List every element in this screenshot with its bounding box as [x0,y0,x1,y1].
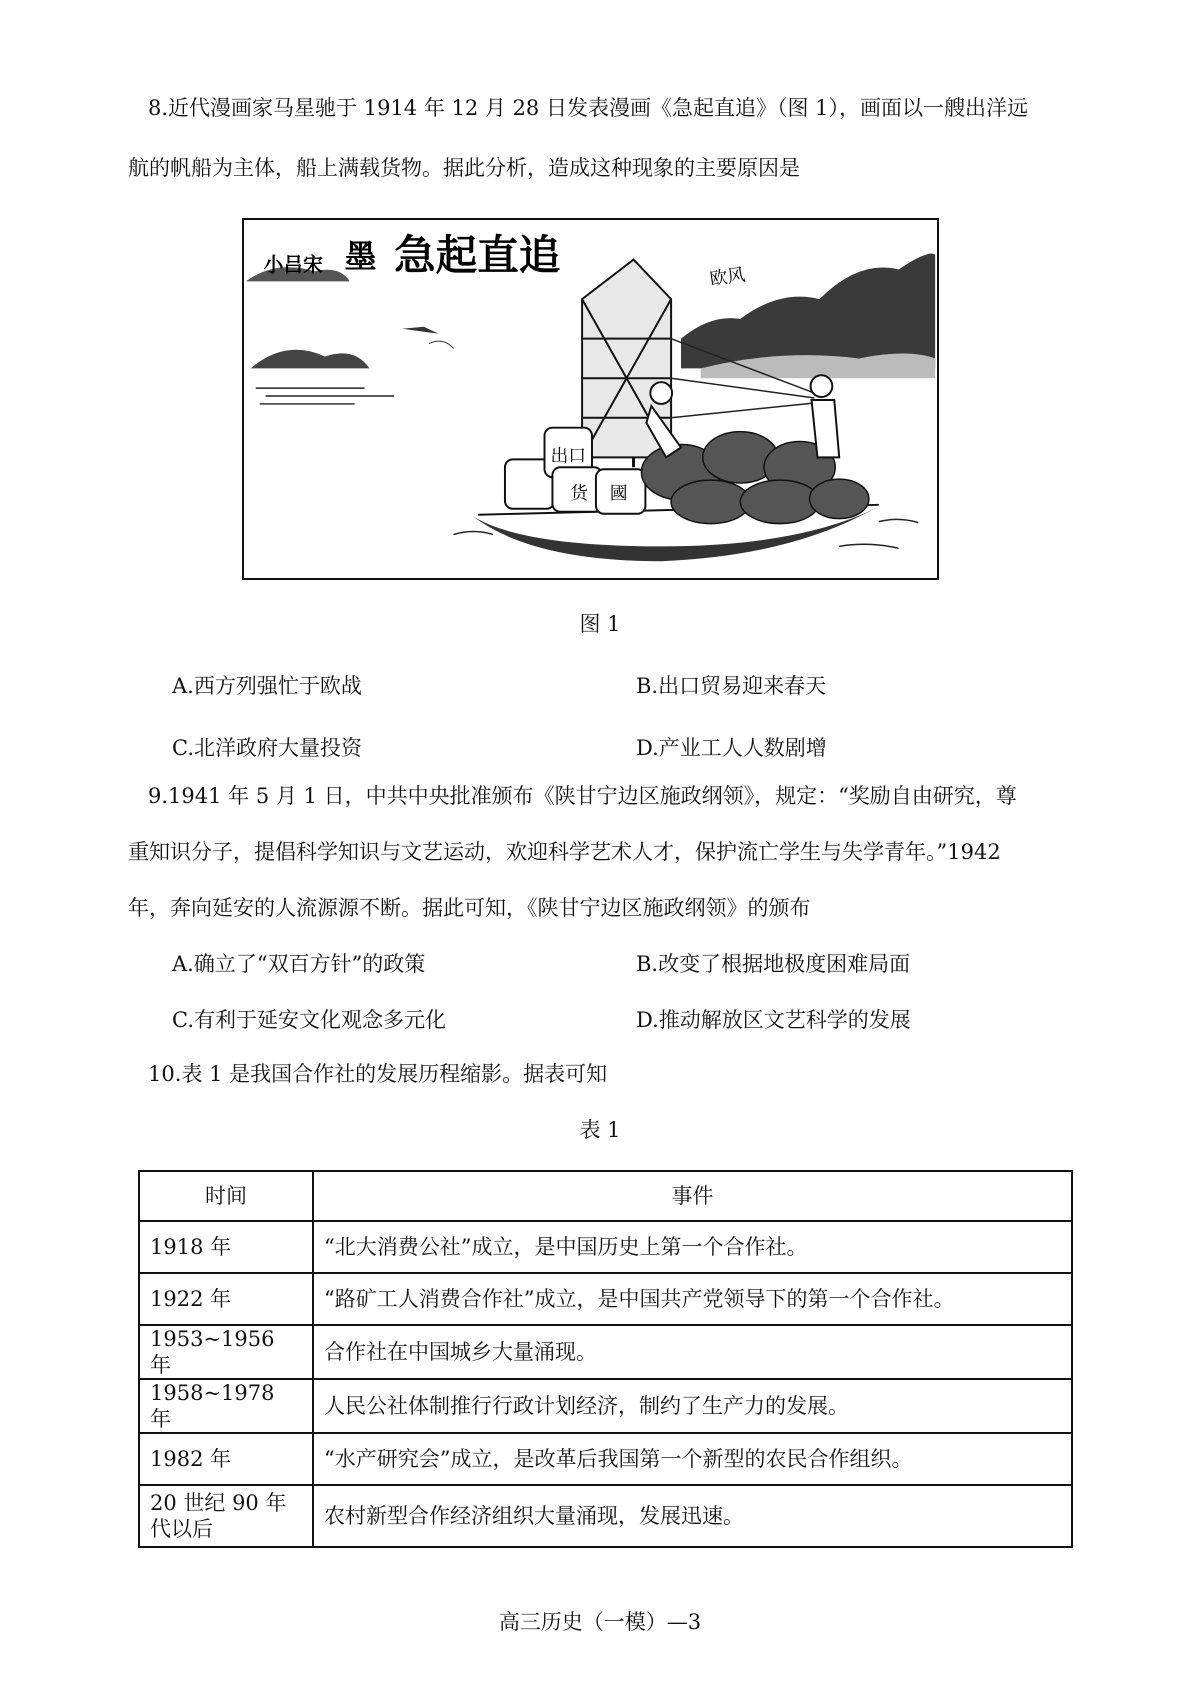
hill-left-mid [251,350,370,369]
table-cell-event: “路矿工人消费合作社”成立，是中国共产党领导下的第一个合作社。 [313,1273,1072,1325]
cargo-label-goods: 货 [570,482,589,504]
table-cell-event: 农村新型合作经济组织大量涌现，发展迅速。 [313,1485,1072,1547]
q8-option-d: D.产业工人人数剧增 [636,736,827,760]
table-cell-time: 1953~1956 年 [139,1325,313,1379]
cartoon-seal: 墨 [344,238,377,276]
table-header-event: 事件 [313,1171,1072,1221]
q8-option-c: C.北洋政府大量投资 [172,736,362,760]
table-cell-time: 1982 年 [139,1433,313,1485]
cartoon-flag-text: 欧风 [708,264,747,291]
table-row [139,1379,1072,1433]
q9-option-a: A.确立了“双百方针”的政策 [172,952,426,976]
distant-boat [402,327,439,334]
q9-line-1: 9.1941 年 5 月 1 日，中共中央批准颁布《陕甘宁边区施政纲领》，规定：“奖励自由研究，尊 [148,784,1017,808]
table-row [139,1433,1072,1485]
table-header-time: 时间 [139,1171,313,1221]
cooperative-history-table [138,1170,1073,1548]
table-row [139,1485,1072,1547]
q9-line-3: 年，奔向延安的人流源源不断。据此可知，《陕甘宁边区施政纲领》的颁布 [128,896,811,920]
cargo-label-out: 出口 [550,445,587,467]
q9-option-b: B.改变了根据地极度困难局面 [636,952,911,976]
distant-ripple [429,341,454,348]
cargo-label-country: 國 [609,482,628,504]
table-cell-time: 1922 年 [139,1273,313,1325]
q8-option-b: B.出口贸易迎来春天 [636,674,827,698]
table-cell-event: “北大消费公社”成立，是中国历史上第一个合作社。 [313,1221,1072,1273]
q8-line-2: 航的帆船为主体，船上满载货物。据此分析，造成这种现象的主要原因是 [128,156,800,180]
table-cell-time: 1958~1978 年 [139,1379,313,1433]
cartoon-title: 急起直追 [394,230,561,280]
table-cell-time: 1918 年 [139,1221,313,1273]
figure-caption: 图 1 [579,612,621,636]
table-cell-event: “水产研究会”成立，是改革后我国第一个新型的农民合作组织。 [313,1433,1072,1485]
q9-option-c: C.有利于延安文化观念多元化 [172,1008,446,1032]
page-footer: 高三历史（一模）—3 [498,1610,702,1634]
water-lines-left [256,388,394,404]
table-cell-event: 合作社在中国城乡大量涌现。 [313,1325,1072,1379]
q8-line-1: 8.近代漫画家马星驰于 1914 年 12 月 28 日发表漫画《急起直追》（图 1），画面以一艘出洋远 [148,96,1029,120]
table-cell-time: 20 世纪 90 年代以后 [139,1485,313,1547]
q8-option-a: A.西方列强忙于欧战 [172,674,362,698]
cartoon-drawing [244,220,937,578]
cartoon-signature: 小吕宋 [263,252,323,277]
water-lines-bottom [454,519,919,548]
table-cell-event: 人民公社体制推行行政计划经济，制约了生产力的发展。 [313,1379,1072,1433]
table-header-row [139,1171,1072,1221]
table-caption: 表 1 [579,1118,621,1142]
q9-line-2: 重知识分子，提倡科学知识与文艺运动，欢迎科学艺术人才，保护流亡学生与失学青年。”1942 [128,840,1001,864]
table-row [139,1221,1072,1273]
table-row [139,1325,1072,1379]
q10-line-1: 10.表 1 是我国合作社的发展历程缩影。据表可知 [148,1062,608,1086]
q9-option-d: D.推动解放区文艺科学的发展 [636,1008,911,1032]
boat-hull [473,507,878,561]
cartoon-figure [242,218,939,580]
table-row [139,1273,1072,1325]
